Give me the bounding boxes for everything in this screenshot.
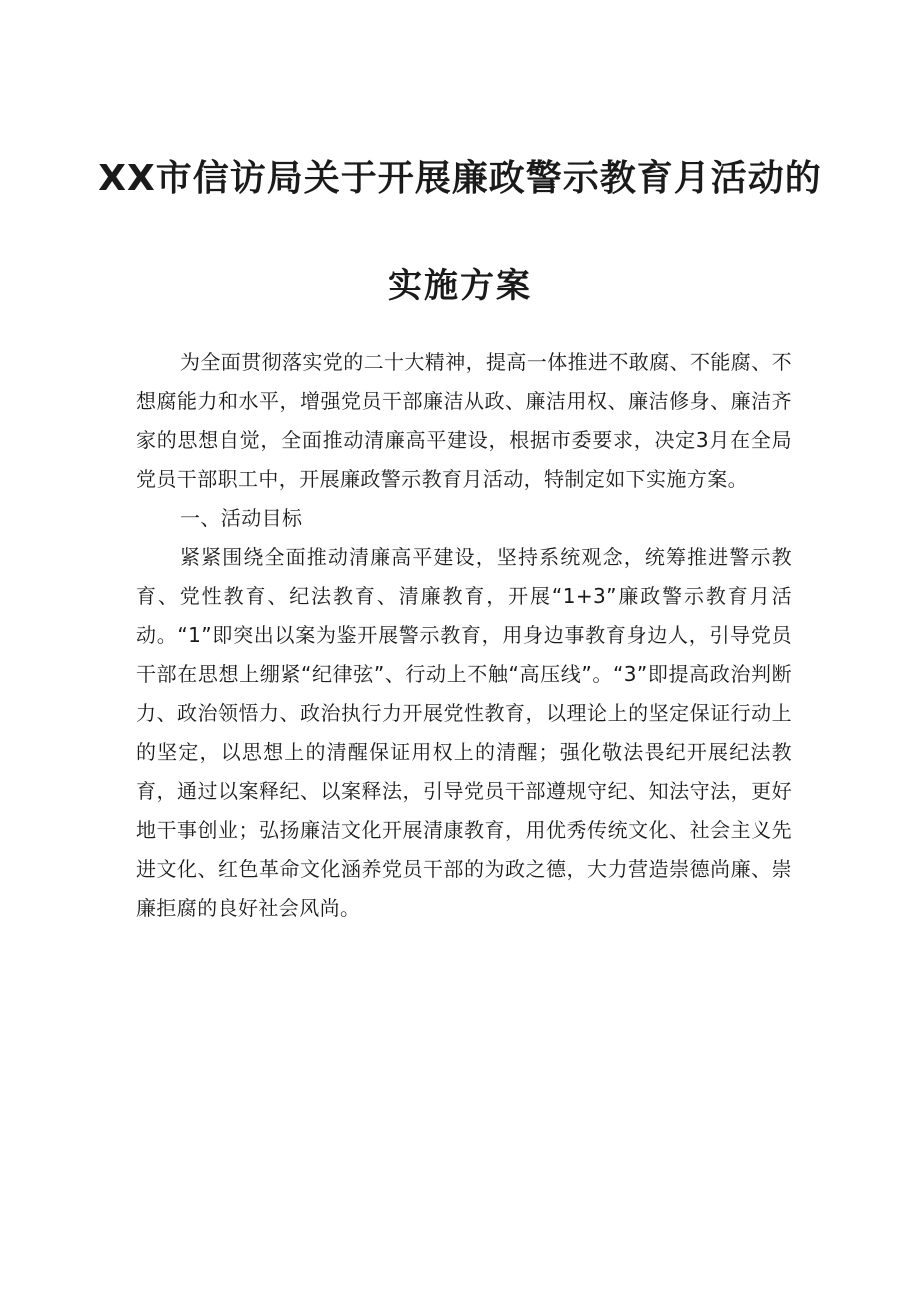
document-body bbox=[136, 343, 792, 928]
activity-goals-paragraph: 紧紧围绕全面推动清廉高平建设，坚持系统观念，统筹推进警示教育、党性教育、纪法教育、清廉教育，开展“1+3”廉政警示教育月活动。“1”即突出以案为鉴开展警示教育，用身边事教育身边人，引导党员干部在思想上绷紧“纪律弦”、行动上不触“高压线”。“3”即提高政治判断力、政治领悟力、政治执行力开展党性教育，以理论上的坚定保证行动上的坚定，以思想上的清醒保证用权上的清醒；强化敬法畏纪开展纪法教育，通过以案释纪、以案释法，引导党员干部遵规守纪、知法守法，更好地干事创业；弘扬廉洁文化开展清康教育，用优秀传统文化、社会主义先进文化、红色革命文化涵养党员干部的为政之德，大力营造崇德尚廉、崇廉拒腐的良好社会风尚。 bbox=[136, 545, 792, 920]
section-heading-activity-goals: 一、活动目标 bbox=[180, 506, 303, 530]
document-title-line-1: XX市信访局关于开展廉政警示教育月活动的 bbox=[98, 158, 822, 199]
intro-paragraph: 为全面贯彻落实党的二十大精神，提高一体推进不敢腐、不能腐、不想腐能力和水平，增强党员干部廉洁从政、廉洁用权、廉洁修身、廉洁齐家的思想自觉，全面推动清廉高平建设，根据市委要求，决定3月在全局党员干部职工中，开展廉政警示教育月活动，特制定如下实施方案。 bbox=[136, 350, 792, 491]
document-title-line-2: 实施方案 bbox=[388, 266, 532, 306]
